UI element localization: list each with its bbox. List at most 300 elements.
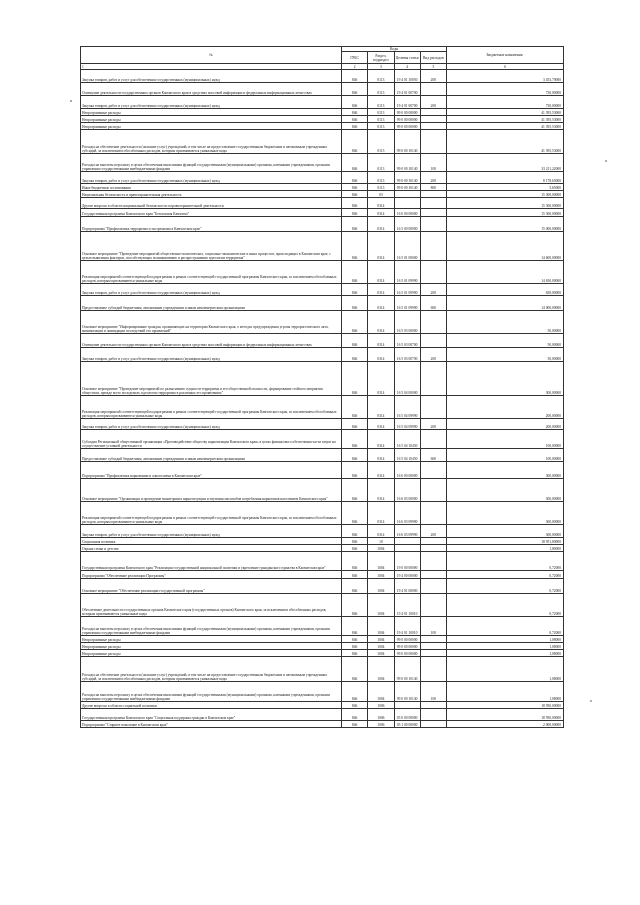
row-expense-type: 600: [420, 296, 446, 311]
col-number-6: 6: [447, 64, 564, 70]
row-sum: 100,00000: [447, 449, 564, 462]
table-row: [81, 650, 564, 657]
row-name: Закупка товаров, работ и услуг для обеспечения государственных (муниципальных) нужд: [81, 348, 342, 362]
row-expense-type: 200: [420, 96, 446, 109]
row-grbs: 846: [342, 721, 368, 728]
row-expense-type: [420, 362, 446, 396]
row-razdel: 1004: [368, 643, 394, 650]
row-expense-type: [420, 552, 446, 571]
table-row: [81, 636, 564, 643]
row-name: Реализация мероприятий соответствующей подпрограммы в рамках соответствующей государственной программы Камчатского края, за исключением обособленных расходов, которым присваиваются уникальные коды: [81, 261, 342, 284]
row-sum: 50,00000: [447, 348, 564, 362]
row-name: Реализация мероприятий соответствующей подпрограммы в рамках соответствующей государственной программы Камчатского края, за исключением обособленных расходов, которым присваиваются уникальные коды: [81, 396, 342, 419]
row-razdel: 0113: [368, 96, 394, 109]
row-razdel: 1004: [368, 657, 394, 682]
row-target-article: 16 5 01 09990: [394, 261, 420, 284]
row-razdel: 1006: [368, 709, 394, 721]
row-sum: 2 000,00000: [447, 721, 564, 728]
row-name: Непрограммные расходы: [81, 123, 342, 130]
row-target-article: 99 0 00 00000: [394, 643, 420, 650]
table-row: [81, 109, 564, 116]
col-number-3: 3: [368, 64, 394, 70]
row-name: Расходы на выплаты персоналу в целях обеспечения выполнения функций государственными (муниципальными) органами, казенными учреждениями, органами управления государственными внебюджетными фондами: [81, 617, 342, 636]
row-razdel: 0314: [368, 334, 394, 348]
table-row: [81, 348, 564, 362]
table-row: [81, 419, 564, 430]
row-expense-type: [420, 571, 446, 579]
table-row: [81, 682, 564, 702]
col-number-2: 2: [342, 64, 368, 70]
row-sum: 300,00000: [447, 502, 564, 525]
row-expense-type: [420, 83, 446, 96]
table-row: [81, 462, 564, 479]
budget-table-page: [80, 46, 564, 728]
row-name: Государственная программа Камчатского края "Социальная поддержка граждан в Камчатском крае": [81, 709, 342, 721]
row-name: Социальная политика: [81, 538, 342, 545]
row-sum: 41 395,53000: [447, 109, 564, 116]
row-sum: 300,00000: [447, 525, 564, 538]
row-expense-type: 200: [420, 172, 446, 184]
row-name: Основное мероприятие "Обеспечение реализации государственной программы": [81, 579, 342, 594]
row-expense-type: [420, 430, 446, 449]
row-expense-type: [420, 502, 446, 525]
row-sum: 15 000,00000: [447, 217, 564, 232]
row-expense-type: 200: [420, 70, 446, 83]
row-grbs: 846: [342, 579, 368, 594]
row-expense-type: 800: [420, 184, 446, 191]
table-row: [81, 130, 564, 154]
table-row: [81, 284, 564, 296]
row-sum: 18 950,00000: [447, 702, 564, 709]
row-name: Реализация мероприятий соответствующей подпрограммы в рамках соответствующей государственной программы Камчатского края, за исключением обособленных расходов, которым присваиваются уникальные коды: [81, 502, 342, 525]
row-grbs: 846: [342, 702, 368, 709]
row-sum: 41 395,53000: [447, 123, 564, 130]
row-grbs: 846: [342, 594, 368, 617]
row-name: Подпрограмма "Профилактика наркомании и алкоголизма в Камчатском крае": [81, 462, 342, 479]
row-sum: 18 950,00000: [447, 709, 564, 721]
row-expense-type: [420, 123, 446, 130]
table-row: [81, 538, 564, 545]
row-grbs: 846: [342, 109, 368, 116]
row-expense-type: 100: [420, 617, 446, 636]
row-target-article: 99 0 00 00000: [394, 116, 420, 123]
row-expense-type: 200: [420, 284, 446, 296]
row-sum: 1,08000: [447, 650, 564, 657]
row-grbs: 846: [342, 525, 368, 538]
row-sum: 100,00000: [447, 430, 564, 449]
row-expense-type: [420, 721, 446, 728]
row-razdel: 0113: [368, 130, 394, 154]
row-grbs: 846: [342, 191, 368, 198]
row-target-article: 19 4 01 00700: [394, 96, 420, 109]
col-number-1: 1: [81, 64, 342, 70]
table-row: [81, 217, 564, 232]
table-row: [81, 232, 564, 261]
row-razdel: 0113: [368, 184, 394, 191]
row-grbs: 846: [342, 296, 368, 311]
row-name: Подпрограмма "Профилактика терроризма и экстремизма в Камчатском крае": [81, 217, 342, 232]
row-target-article: 99 0 00 10140: [394, 657, 420, 682]
row-target-article: 16 6 03 00000: [394, 479, 420, 502]
row-expense-type: [420, 334, 446, 348]
row-grbs: 846: [342, 502, 368, 525]
row-sum: 200,00000: [447, 396, 564, 419]
scan-speck: [590, 700, 592, 702]
row-name: Субсидия Региональной общественной организации «Противодействие обществу наркотизации Камчатского края» в целях финансового обеспечения части затрат на осуществление уставной деятельности: [81, 430, 342, 449]
row-expense-type: [420, 130, 446, 154]
row-target-article: 99 0 00 10140: [394, 184, 420, 191]
row-name: Государственная программа Камчатского края "Реализация государственной национальной политики и укрепление гражданского единства в Камчатском крае": [81, 552, 342, 571]
table-row: [81, 552, 564, 571]
scan-speck: [70, 100, 72, 102]
row-razdel: 1004: [368, 594, 394, 617]
row-razdel: 0314: [368, 419, 394, 430]
row-target-article: 16 5 03 00000: [394, 311, 420, 334]
row-name: Непрограммные расходы: [81, 116, 342, 123]
row-expense-type: [420, 709, 446, 721]
row-name: Основное мероприятие "Информирование граждан, проживающих на территории Камчатского края, о методах предупреждения угрозы террористического акта, минимизации и ликвидации последствий его проявлений": [81, 311, 342, 334]
row-name: Закупка товаров, работ и услуг для обеспечения государственных (муниципальных) нужд: [81, 172, 342, 184]
row-name: Освещение деятельности государственных органов Камчатского края в средствах массовой информации и федеральных информационных агентствах: [81, 334, 342, 348]
row-razdel: 0314: [368, 311, 394, 334]
row-grbs: 846: [342, 682, 368, 702]
row-grbs: 846: [342, 154, 368, 172]
table-row: [81, 449, 564, 462]
table-row: [81, 311, 564, 334]
row-sum: 15 300,00000: [447, 198, 564, 209]
table-row: [81, 502, 564, 525]
col-number-5: 5: [420, 64, 446, 70]
row-target-article: 16 6 03 09990: [394, 502, 420, 525]
row-expense-type: [420, 109, 446, 116]
row-target-article: 16 0 00 00000: [394, 209, 420, 217]
row-name: Предоставление субсидий бюджетным, автономным учреждениям и иным некоммерческим организациям: [81, 296, 342, 311]
row-grbs: 846: [342, 198, 368, 209]
row-target-article: [394, 191, 420, 198]
row-target-article: 16 5 04 09990: [394, 419, 420, 430]
row-grbs: 846: [342, 449, 368, 462]
row-sum: 0,72000: [447, 579, 564, 594]
table-row: [81, 123, 564, 130]
row-sum: 650,00000: [447, 284, 564, 296]
row-grbs: 846: [342, 396, 368, 419]
row-grbs: 846: [342, 362, 368, 396]
table-row: [81, 184, 564, 191]
row-sum: 15 300,00000: [447, 209, 564, 217]
table-row: [81, 334, 564, 348]
row-sum: 18 951,80000: [447, 538, 564, 545]
row-target-article: 16 5 04 10450: [394, 430, 420, 449]
header-sum: Бюджетные назначения: [447, 47, 564, 64]
table-row: [81, 702, 564, 709]
row-sum: 3 453,70000: [447, 70, 564, 83]
table-row: [81, 643, 564, 650]
table-row: [81, 154, 564, 172]
row-expense-type: [420, 198, 446, 209]
row-expense-type: [420, 594, 446, 617]
row-razdel: 0314: [368, 525, 394, 538]
row-grbs: 846: [342, 552, 368, 571]
row-razdel: 0314: [368, 362, 394, 396]
row-target-article: 99 0 00 00000: [394, 109, 420, 116]
row-sum: 300,00000: [447, 479, 564, 502]
row-grbs: 846: [342, 232, 368, 261]
row-target-article: 99 0 00 10140: [394, 682, 420, 702]
row-expense-type: [420, 462, 446, 479]
row-grbs: 846: [342, 130, 368, 154]
row-target-article: [394, 545, 420, 552]
row-expense-type: [420, 191, 446, 198]
row-target-article: [394, 538, 420, 545]
row-name: Обеспечение деятельности государственных органов Камчатского края (государственных органов) Камчатского края, за исключением обособленных расходов, которым присваиваются уникальные коды: [81, 594, 342, 617]
row-sum: 200,00000: [447, 419, 564, 430]
row-razdel: 03: [368, 191, 394, 198]
row-sum: 5,65000: [447, 184, 564, 191]
row-expense-type: [420, 579, 446, 594]
row-razdel: 0314: [368, 232, 394, 261]
row-sum: 14 650,00000: [447, 261, 564, 284]
row-name: Непрограммные расходы: [81, 650, 342, 657]
row-expense-type: [420, 702, 446, 709]
budget-table-body: [81, 70, 564, 728]
row-grbs: 846: [342, 479, 368, 502]
row-expense-type: 100: [420, 154, 446, 172]
row-razdel: 0314: [368, 430, 394, 449]
table-row: [81, 296, 564, 311]
row-razdel: 0314: [368, 502, 394, 525]
row-grbs: 846: [342, 172, 368, 184]
row-grbs: 846: [342, 261, 368, 284]
row-expense-type: 200: [420, 348, 446, 362]
row-name: Непрограммные расходы: [81, 643, 342, 650]
table-row: [81, 571, 564, 579]
row-name: Непрограммные расходы: [81, 109, 342, 116]
table-row: [81, 721, 564, 728]
row-sum: 1,80000: [447, 545, 564, 552]
row-razdel: 0314: [368, 209, 394, 217]
row-razdel: 1006: [368, 702, 394, 709]
row-grbs: 846: [342, 334, 368, 348]
row-sum: 0,72000: [447, 552, 564, 571]
table-row: [81, 657, 564, 682]
row-razdel: 0314: [368, 462, 394, 479]
row-razdel: 0314: [368, 261, 394, 284]
row-sum: 0,72000: [447, 571, 564, 579]
table-row: [81, 594, 564, 617]
row-name: Расходы на обеспечение деятельности (оказание услуг) учреждений, в том числе на предоставление государственным бюджетным и автономным учреждениям субсидий, за исключением обособленных расходов, которым присваиваются уникальные коды: [81, 657, 342, 682]
row-name: Основное мероприятие "Организация и проведение мониторинга наркоситуации и изучения масштабов потребления наркотиков населением Камчатского края": [81, 479, 342, 502]
row-sum: 0,72000: [447, 617, 564, 636]
row-grbs: 846: [342, 83, 368, 96]
row-razdel: 1006: [368, 721, 394, 728]
row-expense-type: 200: [420, 525, 446, 538]
row-expense-type: [420, 261, 446, 284]
row-sum: 1,08000: [447, 657, 564, 682]
row-grbs: 846: [342, 650, 368, 657]
table-row: [81, 362, 564, 396]
row-razdel: 0113: [368, 172, 394, 184]
row-grbs: 846: [342, 462, 368, 479]
table-row: [81, 172, 564, 184]
row-razdel: 0314: [368, 449, 394, 462]
table-row: [81, 617, 564, 636]
row-name: Закупка товаров, работ и услуг для обеспечения государственных (муниципальных) нужд: [81, 284, 342, 296]
row-expense-type: [420, 232, 446, 261]
row-razdel: 0113: [368, 70, 394, 83]
row-grbs: 846: [342, 116, 368, 123]
row-target-article: 19 4 01 10010: [394, 594, 420, 617]
header-grbs: ГРБС: [342, 52, 368, 64]
row-sum: 14 000,00000: [447, 296, 564, 311]
table-row: [81, 209, 564, 217]
row-razdel: 1004: [368, 579, 394, 594]
row-razdel: 0314: [368, 396, 394, 419]
row-grbs: 846: [342, 96, 368, 109]
row-expense-type: [420, 396, 446, 419]
row-sum: 50,00000: [447, 334, 564, 348]
row-sum: 1,08000: [447, 682, 564, 702]
row-name: Предоставление субсидий бюджетным, автономным учреждениям и иным некоммерческим организациям: [81, 449, 342, 462]
row-target-article: 16 6 03 09990: [394, 525, 420, 538]
row-target-article: 19 4 00 00000: [394, 571, 420, 579]
table-row: [81, 525, 564, 538]
row-sum: 41 395,53000: [447, 130, 564, 154]
row-name: Национальная безопасность и правоохранительная деятельность: [81, 191, 342, 198]
row-name: Государственная программа Камчатского края "Безопасная Камчатка": [81, 209, 342, 217]
row-grbs: 846: [342, 123, 368, 130]
row-expense-type: [420, 311, 446, 334]
table-row: [81, 191, 564, 198]
row-target-article: 16 5 03 00700: [394, 348, 420, 362]
row-target-article: 16 6 00 00000: [394, 462, 420, 479]
row-name: Другие вопросы в области национальной безопасности и правоохранительной деятельности: [81, 198, 342, 209]
table-row: [81, 430, 564, 449]
row-target-article: 16 5 01 00000: [394, 232, 420, 261]
row-target-article: 19 4 01 00000: [394, 579, 420, 594]
row-expense-type: [420, 538, 446, 545]
row-name: Расходы на выплаты персоналу в целях обеспечения выполнения функций государственными (муниципальными) органами, казенными учреждениями, органами управления государственными внебюджетными фондами: [81, 682, 342, 702]
row-name: Закупка товаров, работ и услуг для обеспечения государственных (муниципальных) нужд: [81, 96, 342, 109]
row-razdel: 0113: [368, 123, 394, 130]
row-grbs: 846: [342, 284, 368, 296]
row-target-article: 16 5 00 00000: [394, 217, 420, 232]
row-expense-type: [420, 209, 446, 217]
row-razdel: 1004: [368, 636, 394, 643]
row-name: Иные бюджетные ассигнования: [81, 184, 342, 191]
row-grbs: 846: [342, 709, 368, 721]
row-grbs: 846: [342, 545, 368, 552]
row-target-article: 16 5 01 09990: [394, 284, 420, 296]
row-grbs: 846: [342, 657, 368, 682]
row-expense-type: [420, 650, 446, 657]
row-sum: 15 300,00000: [447, 191, 564, 198]
row-target-article: 99 0 00 10140: [394, 130, 420, 154]
row-expense-type: [420, 217, 446, 232]
row-target-article: 16 5 04 10450: [394, 449, 420, 462]
row-name: Основное мероприятие "Проведение мероприятий по разъяснению сущности терроризма и его общественной опасности, формирование стойкого неприятия обществом, прежде всего молодежью, идеологии терроризма в различных его проявлениях": [81, 362, 342, 396]
row-razdel: 0113: [368, 116, 394, 123]
budget-table: [80, 46, 564, 728]
row-razdel: 10: [368, 538, 394, 545]
row-razdel: 0314: [368, 284, 394, 296]
row-name: Подпрограмма "Обеспечение реализации Программы": [81, 571, 342, 579]
row-expense-type: 600: [420, 449, 446, 462]
row-expense-type: [420, 657, 446, 682]
row-sum: 0,72000: [447, 594, 564, 617]
row-target-article: [394, 198, 420, 209]
row-target-article: 16 5 04 09990: [394, 396, 420, 419]
row-sum: 41 395,53000: [447, 116, 564, 123]
row-target-article: 99 0 00 10140: [394, 154, 420, 172]
row-target-article: 16 5 03 00700: [394, 334, 420, 348]
table-row: [81, 96, 564, 109]
row-razdel: 0113: [368, 109, 394, 116]
row-target-article: 19 4 01 10010: [394, 617, 420, 636]
row-target-article: 19 0 00 00000: [394, 552, 420, 571]
table-row: [81, 545, 564, 552]
table-row: [81, 396, 564, 419]
row-razdel: 0314: [368, 296, 394, 311]
row-razdel: 1004: [368, 617, 394, 636]
row-expense-type: [420, 636, 446, 643]
table-row: [81, 261, 564, 284]
row-grbs: 846: [342, 636, 368, 643]
row-razdel: 0314: [368, 217, 394, 232]
row-sum: 730,00000: [447, 83, 564, 96]
row-name: Закупка товаров, работ и услуг для обеспечения государственных (муниципальных) нужд: [81, 525, 342, 538]
table-row: [81, 709, 564, 721]
row-expense-type: [420, 479, 446, 502]
row-expense-type: 100: [420, 682, 446, 702]
row-grbs: 846: [342, 419, 368, 430]
row-grbs: 846: [342, 70, 368, 83]
row-target-article: 99 0 00 10140: [394, 172, 420, 184]
row-target-article: 05 1 00 00000: [394, 721, 420, 728]
row-razdel: 0113: [368, 83, 394, 96]
header-razdel: Раздел, подраздел: [368, 52, 394, 64]
row-name: Охрана семьи и детства: [81, 545, 342, 552]
row-grbs: 846: [342, 348, 368, 362]
row-expense-type: 200: [420, 419, 446, 430]
row-razdel: 1004: [368, 571, 394, 579]
row-name: Расходы на обеспечение деятельности (оказание услуг) учреждений, в том числе на предоставление государственным бюджетным и автономным учреждениям субсидий, за исключением обособленных расходов, которым присваиваются уникальные коды: [81, 130, 342, 154]
row-sum: 33 211,22000: [447, 154, 564, 172]
row-name: Основное мероприятие "Проведение мероприятий общественно-политических, социально-экономических и иных процессов, происходящих в Камчатском крае, с целью выявления факторов, способствующих возникновению и распространению идеологии терроризма": [81, 232, 342, 261]
scan-speck: [605, 160, 607, 162]
header-number: №: [81, 47, 342, 64]
row-grbs: 846: [342, 617, 368, 636]
row-grbs: 846: [342, 643, 368, 650]
row-target-article: 19 4 01 10050: [394, 70, 420, 83]
row-target-article: 99 0 00 00000: [394, 636, 420, 643]
row-target-article: 16 5 04 00000: [394, 362, 420, 396]
row-grbs: 846: [342, 209, 368, 217]
row-target-article: 16 5 01 09990: [394, 296, 420, 311]
row-razdel: 0113: [368, 154, 394, 172]
row-name: Непрограммные расходы: [81, 636, 342, 643]
row-target-article: 99 0 00 00000: [394, 650, 420, 657]
table-row: [81, 198, 564, 209]
row-sum: 300,00000: [447, 462, 564, 479]
row-razdel: 0314: [368, 348, 394, 362]
row-razdel: 1004: [368, 552, 394, 571]
header-expense-type: Вид расходов: [420, 52, 446, 64]
row-target-article: 19 4 01 00700: [394, 83, 420, 96]
row-target-article: 99 0 00 00000: [394, 123, 420, 130]
row-sum: 1,08000: [447, 636, 564, 643]
row-grbs: 846: [342, 217, 368, 232]
header-target-article: Целевая статья: [394, 52, 420, 64]
